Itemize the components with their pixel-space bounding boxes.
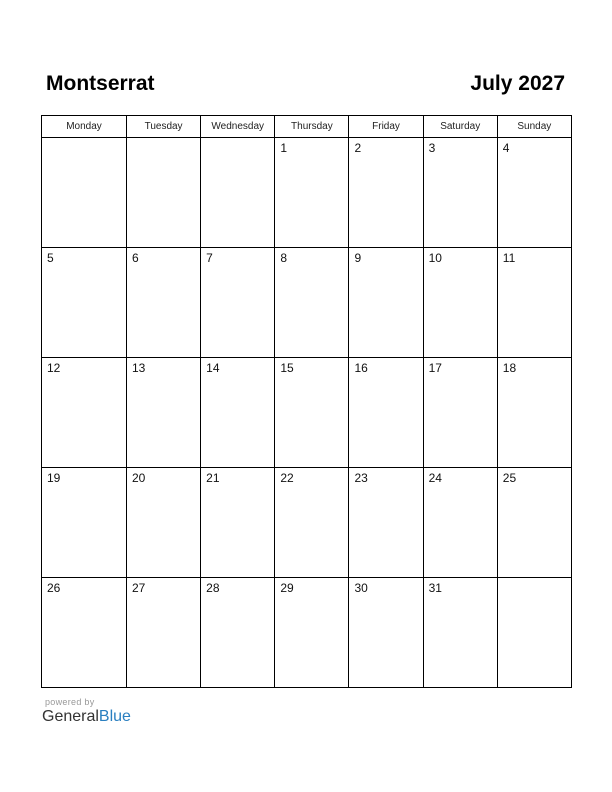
day-cell: [423, 578, 497, 688]
day-cell: [423, 248, 497, 358]
week-row: [42, 138, 572, 248]
day-cell: [127, 358, 201, 468]
day-cell: [201, 468, 275, 578]
day-cell: [275, 578, 349, 688]
day-number: 1: [280, 141, 287, 155]
day-cell: [497, 138, 571, 248]
day-number: 9: [354, 251, 362, 265]
day-cell: [349, 138, 423, 248]
footer-branding: [42, 697, 131, 726]
day-number: [201, 138, 274, 141]
day-cell: [127, 248, 201, 358]
brand-logo[interactable]: [42, 708, 131, 726]
day-cell: [349, 358, 423, 468]
day-cell: [42, 138, 127, 248]
weekday-wednesday: Wednesday: [201, 116, 275, 138]
day-number: 30: [354, 581, 368, 595]
day-cell: [127, 138, 201, 248]
day-number: 24: [428, 471, 442, 485]
day-number: [127, 138, 200, 141]
day-number: 6: [132, 251, 139, 265]
day-cell: [349, 578, 423, 688]
day-number: 19: [47, 471, 61, 485]
week-row: [42, 248, 572, 358]
day-number: 5: [47, 251, 54, 265]
day-number: 25: [502, 471, 517, 485]
weekday-header-row: [42, 116, 572, 138]
day-number: 18: [502, 361, 517, 375]
day-cell: [497, 358, 571, 468]
day-cell: [42, 578, 127, 688]
day-number: 31: [428, 581, 442, 595]
day-number: 7: [206, 251, 213, 265]
day-cell: [423, 358, 497, 468]
day-number: 28: [206, 581, 220, 595]
day-number: [498, 578, 571, 581]
day-cell: [42, 358, 127, 468]
day-cell: [201, 578, 275, 688]
brand-general-text: General: [42, 708, 99, 725]
day-number: 27: [132, 581, 146, 595]
day-number: 3: [428, 141, 436, 155]
day-cell: [497, 578, 571, 688]
day-number: 11: [502, 251, 516, 265]
day-cell: [42, 468, 127, 578]
calendar-grid: [41, 115, 572, 688]
day-number: 12: [47, 361, 61, 375]
day-cell: [423, 468, 497, 578]
day-number: 4: [502, 141, 510, 155]
day-cell: [201, 248, 275, 358]
day-cell: [497, 468, 571, 578]
day-cell: [275, 358, 349, 468]
day-cell: [127, 578, 201, 688]
weekday-friday: Friday: [349, 116, 423, 138]
day-number: 10: [428, 251, 442, 265]
week-row: [42, 358, 572, 468]
day-number: 17: [428, 361, 442, 375]
day-cell: [201, 358, 275, 468]
week-row: [42, 468, 572, 578]
day-cell: [201, 138, 275, 248]
day-cell: [275, 468, 349, 578]
day-cell: [423, 138, 497, 248]
weekday-tuesday: Tuesday: [127, 116, 201, 138]
day-number: 13: [132, 361, 146, 375]
day-cell: [349, 248, 423, 358]
weekday-monday: Monday: [42, 116, 127, 138]
day-number: 21: [206, 471, 220, 485]
weekday-saturday: Saturday: [423, 116, 497, 138]
day-cell: [275, 248, 349, 358]
powered-by-label: powered by: [45, 697, 95, 707]
weekday-thursday: Thursday: [275, 116, 349, 138]
day-cell: [275, 138, 349, 248]
month-year-title: July 2027: [470, 72, 565, 95]
weekday-sunday: Sunday: [497, 116, 571, 138]
day-number: 22: [280, 471, 294, 485]
day-number: 2: [354, 141, 362, 155]
day-number: 16: [354, 361, 368, 375]
day-cell: [497, 248, 571, 358]
day-number: 26: [47, 581, 61, 595]
day-number: 8: [280, 251, 287, 265]
day-number: 15: [280, 361, 294, 375]
country-title: Montserrat: [46, 72, 155, 95]
day-cell: [42, 248, 127, 358]
day-cell: [349, 468, 423, 578]
day-cell: [127, 468, 201, 578]
week-row: [42, 578, 572, 688]
day-number: 14: [206, 361, 220, 375]
brand-blue-text: Blue: [98, 708, 131, 725]
day-number: 20: [132, 471, 146, 485]
day-number: 29: [280, 581, 294, 595]
day-number: 23: [354, 471, 368, 485]
day-number: [42, 138, 126, 141]
